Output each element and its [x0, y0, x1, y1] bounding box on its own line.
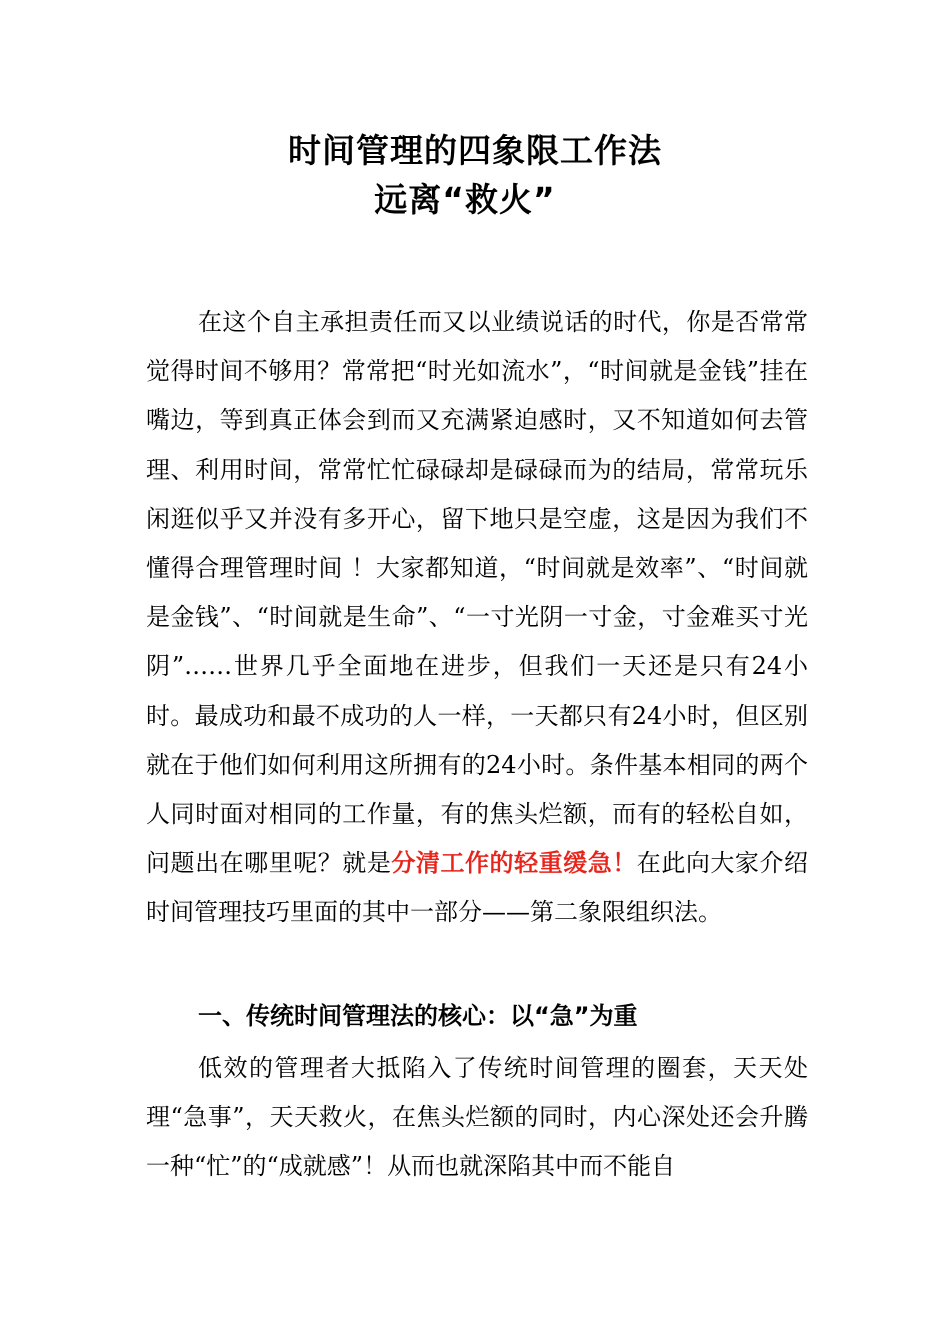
section-heading: 一、传统时间管理法的核心：以“急”为重	[198, 1002, 638, 1030]
document-title: 时间管理的四象限工作法	[288, 131, 662, 170]
document-subtitle: 远离“救火”	[374, 180, 556, 219]
intro-text-after: 在此向大家介绍时间管理技巧里面的其中一部分——第二象限组织法。	[146, 849, 809, 927]
intro-paragraph	[146, 298, 808, 938]
intro-text-before: 在这个自主承担责任而又以业绩说话的时代，你是否常常觉得时间不够用？常常把“时光如流水”，“时间就是金钱”挂在嘴边，等到真正体会到而又充满紧迫感时，又不知道如何去管理、利用时间，常常忙忙碌碌却是碌碌而为的结局，常常玩乐闲逛似乎又并没有多开心，留下地只是空虚，这是因为我们不懂得合理管理时间 ！大家都知道，“时间就是效率”、“时间就是金钱”、“时间就是生命”、“一寸光阴一寸金，寸金难买寸光阴”……世界几乎全面地在进步，但我们一天还是只有24小时。最成功和最不成功的人一样，一天都只有24小时，但区别就在于他们如何利用这所拥有的24小时。条件基本相同的两个人同时面对相同的工作量，有的焦头烂额，而有的轻松自如，问题出在哪里呢？就是	[146, 308, 808, 878]
section-paragraph: 低效的管理者大抵陷入了传统时间管理的圈套，天天处理“急事”，天天救火，在焦头烂额的同时，内心深处还会升腾一种“忙”的“成就感”！从而也就深陷其中而不能自	[146, 1054, 808, 1181]
highlighted-phrase: 分清工作的轻重缓急！	[391, 849, 637, 878]
